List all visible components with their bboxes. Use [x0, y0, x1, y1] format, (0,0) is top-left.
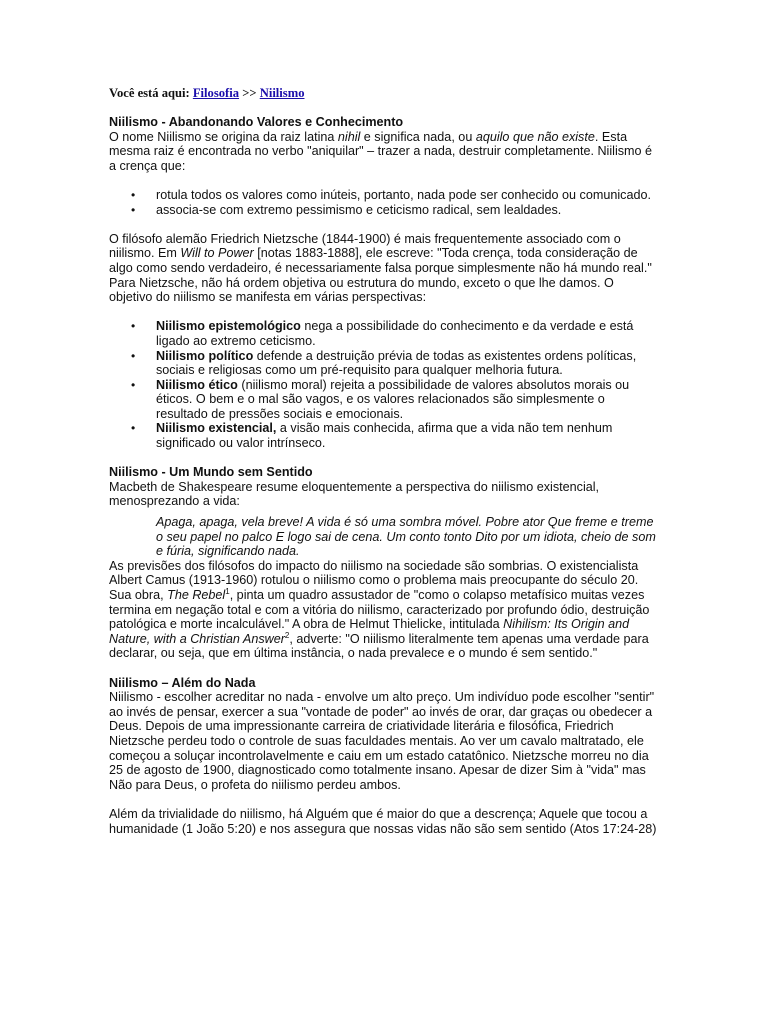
breadcrumb: [109, 85, 657, 101]
paragraph-nietzsche: O filósofo alemão Friedrich Nietzsche (1844-1900) é mais frequentemente associado com o niilismo. Em Will to Power [notas 1883-1888], ele escreve: "Toda crença, toda consideração de algo como sendo verdadeiro, é necessariamente falsa porque simplesmente não há mundo real." Para Nietzsche, não há ordem objetiva ou estrutura do mundo, exceto o que lhe damos. O objetivo do niilismo se manifesta em várias perspectivas:: [109, 231, 652, 305]
paragraph-macbeth: Macbeth de Shakespeare resume eloquentemente a perspectiva do niilismo existencial, menosprezando a vida:: [109, 479, 600, 509]
list-item: • rotula todos os valores como inúteis, portanto, nada pode ser conhecido ou comunicado.: [156, 188, 657, 203]
breadcrumb-link-niilismo[interactable]: Niilismo: [259, 86, 305, 100]
nihilism-types-list: [109, 319, 657, 450]
list-item-existencial: • Niilismo existencial, a visão mais conhecida, afirma que a vida não tem nenhum significado ou valor intrínseco.: [156, 421, 657, 450]
breadcrumb-link-filosofia[interactable]: Filosofia: [192, 86, 240, 100]
paragraph-conclusion: Além da trivialidade do niilismo, há Alguém que é maior do que a descrença; Aquele que tocou a humanidade (1 João 5:20) e nos assegura que nossas vidas não são sem sentido (Atos 17:24-28): [109, 806, 657, 836]
list-item: • associa-se com extremo pessimismo e ceticismo radical, sem lealdades.: [156, 203, 657, 218]
section-heading-alem-do-nada: Niilismo – Além do Nada: [109, 675, 256, 690]
section-heading-mundo-sem-sentido: Niilismo - Um Mundo sem Sentido: [109, 465, 313, 480]
breadcrumb-separator: >>: [242, 86, 257, 100]
footnote-ref-2: 2: [284, 630, 290, 640]
footnote-ref-1: 1: [225, 586, 230, 596]
belief-list: [109, 188, 657, 217]
macbeth-quote: Apaga, apaga, vela breve! A vida é só uma sombra móvel. Pobre ator Que freme e treme o seu papel no palco E logo sai de cena. Um conto tonto Dito por um idiota, cheio de som e fúria, significando nada.: [156, 515, 656, 559]
article: [109, 85, 657, 836]
section-heading-abandonando: Niilismo - Abandonando Valores e Conhecimento: [109, 115, 404, 129]
paragraph-origin: O nome Niilismo se origina da raiz latina nihil e significa nada, ou aquilo que não existe. Esta mesma raiz é encontrada no verbo "aniquilar" – trazer a nada, destruir completamente. Niilismo é a crença que:: [109, 129, 653, 173]
paragraph-price: Niilismo - escolher acreditar no nada - envolve um alto preço. Um indivíduo pode escolher "sentir" ao invés de pensar, exercer a sua "vontade de poder" ao invés de orar, dar graças ou obedecer a Deus. Depois de uma impressionante carreira de criatividade literária e filosófica, Friedrich Nietzsche perdeu todo o controle de suas faculdades mentais. Ao ver um cavalo maltratado, ele começou a soluçar incontrolavelmente e caiu em um estado catatônico. Nietzsche morreu no dia 25 de agosto de 1900, diagnosticado como totalmente insano. Apesar de dizer Sim à "vida" mas Não para Deus, o profeta do niilismo perdeu ambos.: [109, 690, 655, 792]
paragraph-camus: As previsões dos filósofos do impacto do niilismo na sociedade são sombrias. O existencialista Albert Camus (1913-1960) rotulou o niilismo como o problema mais preocupante do século 20. Sua obra, The Rebel$^1$, pinta um quadro assustador de "como o colapso metafísico muitas vezes termina em negação total e com a vitória do niilismo, caracterizado por profundo ódio, destruição patológica e morte incalculável." A obra de Helmut Thielicke, intitulada Nihilism: Its Origin and Nature, with a Christian Answer$^2$, adverte: "O niilismo literalmente tem apenas uma verdade para declarar, ou seja, que em última instância, o nada prevalece e o mundo é sem sentido.": [109, 558, 650, 661]
list-item-etico: • Niilismo ético (niilismo moral) rejeita a possibilidade de valores absolutos morais ou éticos. O bem e o mal são vagos, e os valores relacionados são simplesmente o resultado de pressões sociais e emocionais.: [156, 378, 657, 422]
list-item-epistemologico: • Niilismo epistemológico nega a possibilidade do conhecimento e da verdade e está ligado ao extremo ceticismo.: [156, 319, 657, 348]
list-item-politico: • Niilismo político defende a destruição prévia de todas as existentes ordens políticas, sociais e religiosas como um pré-requisito para qualquer melhoria futura.: [156, 349, 657, 378]
breadcrumb-prefix: Você está aqui:: [109, 86, 190, 100]
